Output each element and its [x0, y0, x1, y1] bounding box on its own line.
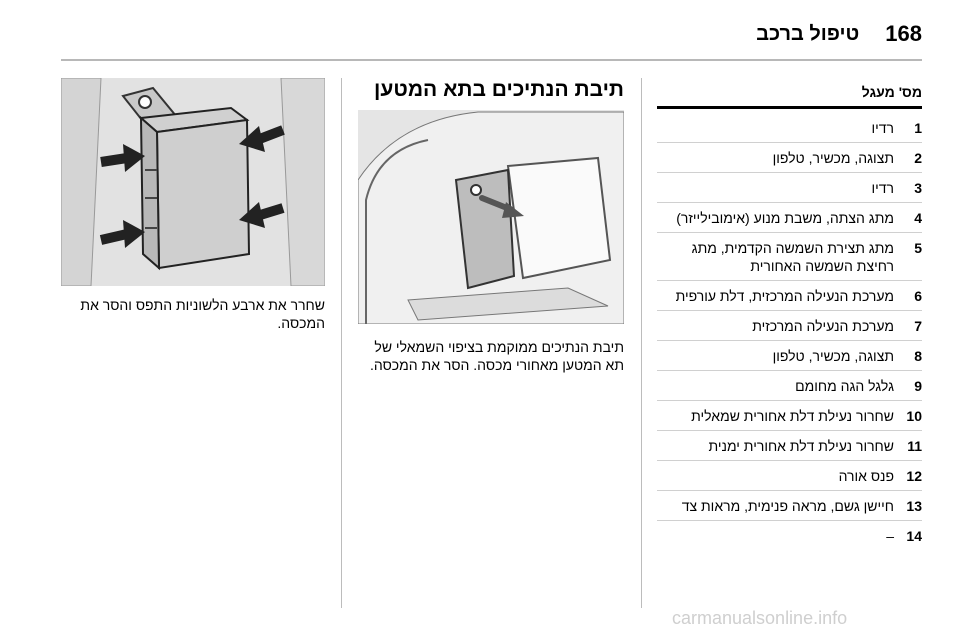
- circuit-number: 14: [906, 528, 922, 544]
- circuit-number: 11: [907, 438, 922, 454]
- fuse-table: [657, 84, 922, 550]
- circuit-description: תצוגה, מכשיר, טלפון: [772, 348, 894, 364]
- circuit-description: מערכת הנעילה המרכזית, דלת עורפית: [675, 288, 894, 304]
- fuse-box-illustration: [61, 78, 325, 286]
- fuse-box-caption: שחרר את ארבע הלשוניות התפס והסר את המכסה.: [80, 297, 325, 331]
- table-row: [657, 113, 922, 143]
- circuit-description: רדיו: [871, 180, 894, 196]
- circuit-description: –: [886, 528, 894, 544]
- page-title: טיפול ברכב: [756, 22, 860, 45]
- circuit-description: מתג תצירת השמשה הקדמית, מתג רחיצת השמשה האחורית: [691, 240, 894, 274]
- page-header: [640, 14, 922, 54]
- table-row: [657, 461, 922, 491]
- circuit-number: 5: [914, 240, 922, 256]
- circuit-number: 2: [914, 150, 922, 166]
- column-divider-right: [641, 78, 642, 608]
- table-row: [657, 311, 922, 341]
- trunk-illustration: [358, 110, 624, 324]
- fuse-box-photo: [61, 78, 325, 286]
- table-row: [657, 173, 922, 203]
- table-row: [657, 143, 922, 173]
- circuit-description: חיישן גשם, מראה פנימית, מראות צד: [681, 498, 894, 514]
- circuit-number: 8: [914, 348, 922, 364]
- circuit-description: מערכת הנעילה המרכזית: [752, 318, 894, 334]
- circuit-number: 13: [906, 498, 922, 514]
- table-heading-rule: [657, 106, 922, 109]
- table-row: [657, 371, 922, 401]
- trunk-caption: תיבת הנתיכים ממוקמת בציפוי השמאלי של תא המטען מאחורי מכסה. הסר את המכסה.: [369, 339, 624, 373]
- table-row: [657, 401, 922, 431]
- circuit-number: 10: [906, 408, 922, 424]
- table-row: [657, 431, 922, 461]
- circuit-number: 9: [914, 378, 922, 394]
- column-divider-left: [341, 78, 342, 608]
- section-title: תיבת הנתיכים בתא המטען: [374, 78, 624, 101]
- trunk-photo: [358, 110, 624, 324]
- circuit-description: רדיו: [871, 120, 894, 136]
- table-row: [657, 521, 922, 550]
- circuit-number: 6: [914, 288, 922, 304]
- table-row: [657, 491, 922, 521]
- table-row: [657, 281, 922, 311]
- page-number: 168: [885, 21, 922, 46]
- circuit-description: שחרור נעילת דלת אחורית שמאלית: [691, 408, 894, 424]
- table-row: [657, 203, 922, 233]
- circuit-description: תצוגה, מכשיר, טלפון: [772, 150, 894, 166]
- circuit-number: 1: [914, 120, 922, 136]
- circuit-description: שחרור נעילת דלת אחורית ימנית: [708, 438, 894, 454]
- circuit-number: 12: [906, 468, 922, 484]
- table-heading: מס' מעגל: [861, 84, 922, 100]
- header-rule: [61, 59, 922, 61]
- table-row: [657, 233, 922, 281]
- circuit-number: 4: [914, 210, 922, 226]
- table-row: [657, 341, 922, 371]
- circuit-description: מתג הצתה, משבת מנוע (אימובילייזר): [676, 210, 894, 226]
- circuit-number: 7: [914, 318, 922, 334]
- watermark: carmanualsonline.info: [672, 608, 848, 628]
- circuit-number: 3: [914, 180, 922, 196]
- circuit-description: גלגל הגה מחומם: [795, 378, 894, 394]
- circuit-description: פנס אורה: [838, 468, 894, 484]
